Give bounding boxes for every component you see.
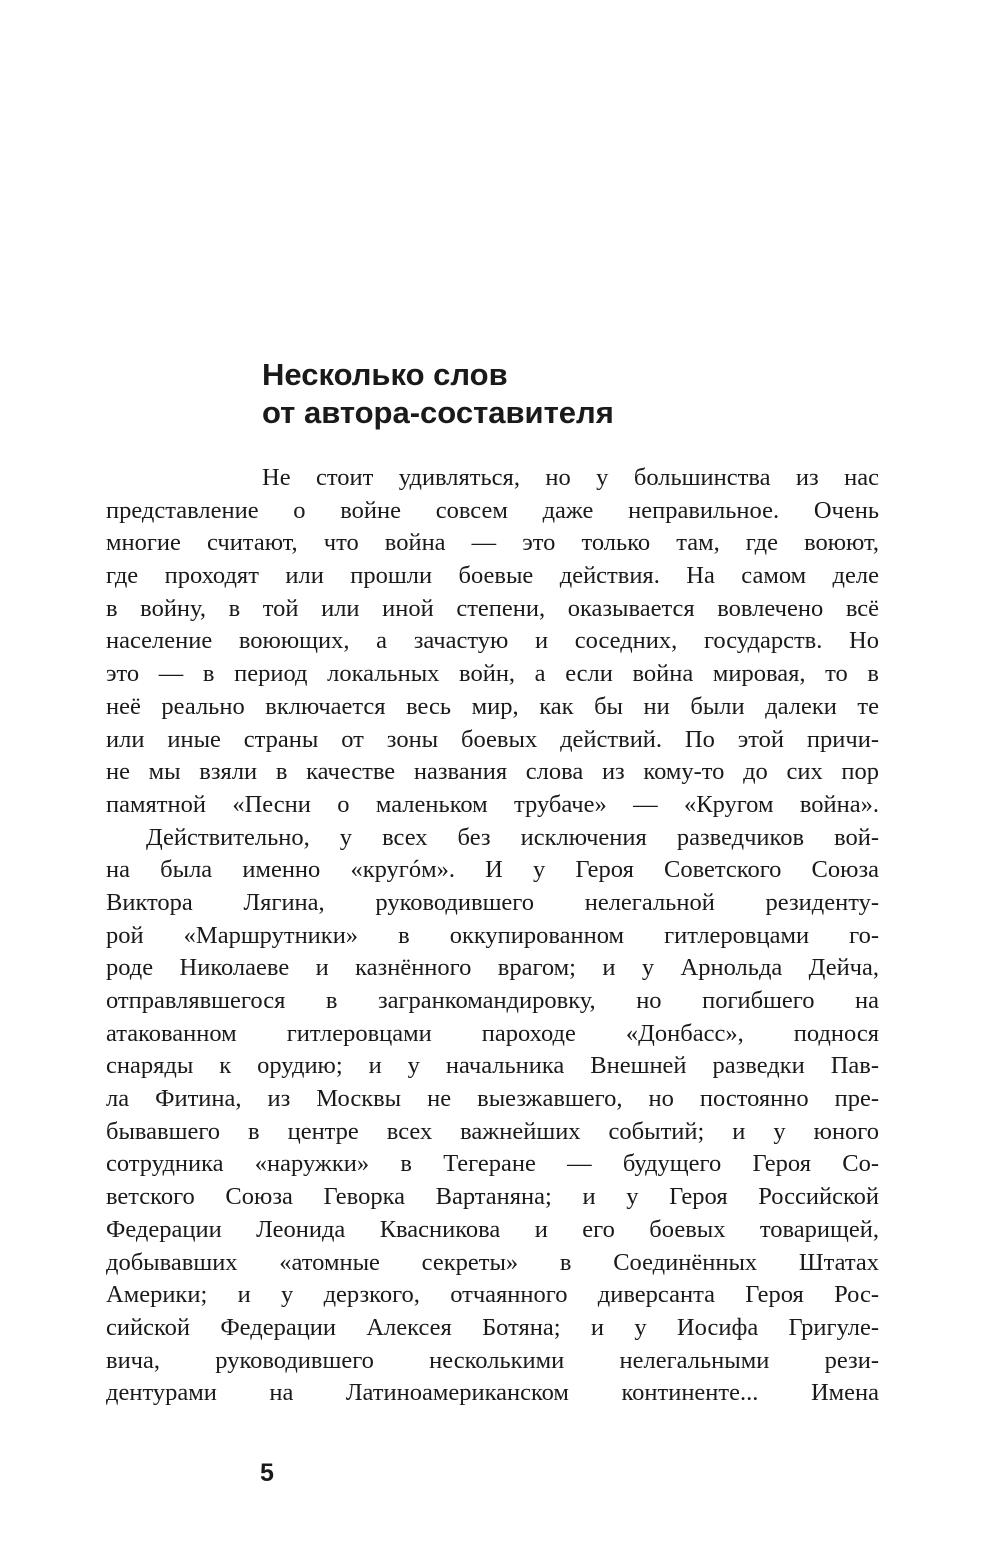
- text-line: многие считают, что война — это только там, где воюют,: [106, 529, 879, 557]
- text-line: это — в период локальных войн, а если война мировая, то в: [106, 660, 879, 688]
- text-line: неё реально включается весь мир, как бы ни были далеки те: [106, 692, 879, 720]
- body-text: [106, 462, 879, 1410]
- text-line: не мы взяли в качестве названия слова из кому-то до сих пор: [106, 758, 879, 786]
- text-line: отправлявшегося в загранкомандировку, но погибшего на: [106, 987, 879, 1014]
- text-line: сотрудника «наружки» в Тегеране — будущего Героя Со-: [106, 1150, 879, 1178]
- text-line: представление о войне совсем даже неправильное. Очень: [106, 496, 879, 524]
- text-line: сийской Федерации Алексея Ботяна; и у Иосифа Григуле-: [106, 1313, 879, 1341]
- text-line: снаряды к орудию; и у начальника Внешней разведки Пав-: [106, 1052, 879, 1080]
- chapter-heading-line-2: от автора-составителя: [262, 395, 614, 430]
- text-line: или иные страны от зоны боевых действий. По этой причи-: [106, 725, 879, 753]
- text-line: Америки; и у дерзкого, отчаянного диверсанта Героя Рос-: [106, 1281, 879, 1309]
- text-line: на была именно «кругóм». И у Героя Советского Союза: [106, 856, 879, 884]
- text-line: добывавших «атомные секреты» в Соединённых Штатах: [106, 1248, 879, 1276]
- text-line: население воюющих, а зачастую и соседних, государств. Но: [106, 627, 879, 655]
- text-line: дентурами на Латиноамериканском континенте... Имена: [106, 1379, 879, 1407]
- page-number: 5: [260, 1459, 274, 1487]
- text-line: ла Фитина, из Москвы не выезжавшего, но постоянно пре-: [106, 1085, 879, 1113]
- text-line: Федерации Леонида Квасникова и его боевых товарищей,: [106, 1215, 879, 1243]
- text-line: Действительно, у всех без исключения разведчиков вой-: [146, 823, 879, 851]
- text-line: где проходят или прошли боевые действия. На самом деле: [106, 562, 879, 590]
- text-line: в войну, в той или иной степени, оказывается вовлечено всё: [106, 594, 879, 622]
- text-line: памятной «Песни о маленьком трубаче» — «Кругом война».: [106, 790, 879, 818]
- paragraph-2: [106, 822, 879, 1410]
- text-line: роде Николаеве и казнённого врагом; и у Арнольда Дейча,: [106, 954, 879, 982]
- chapter-heading: [262, 356, 902, 432]
- text-line: вича, руководившего несколькими нелегальными рези-: [106, 1346, 879, 1374]
- text-line: бывавшего в центре всех важнейших событий; и у юного: [106, 1117, 879, 1145]
- chapter-heading-line-1: Несколько слов: [262, 357, 508, 392]
- text-line: ветского Союза Геворка Вартаняна; и у Героя Российской: [106, 1183, 879, 1211]
- text-line: Виктора Лягина, руководившего нелегальной резиденту-: [106, 888, 879, 916]
- paragraph-1: [106, 462, 879, 822]
- text-line: Не стоит удивляться, но у большинства из нас: [262, 464, 879, 491]
- text-line: рой «Маршрутники» в оккупированном гитлеровцами го-: [106, 921, 879, 949]
- text-line: атакованном гитлеровцами пароходе «Донбасс», поднося: [106, 1019, 879, 1047]
